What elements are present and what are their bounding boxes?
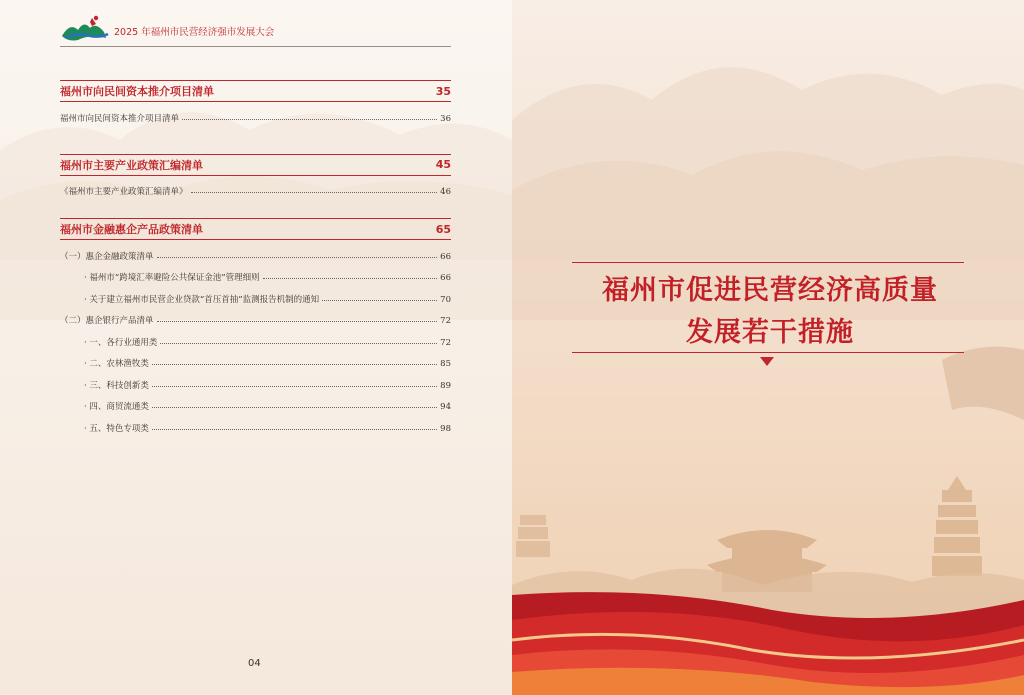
- leader-dots: [152, 429, 437, 430]
- toc-entry-label: （一）惠企金融政策清单: [60, 251, 154, 262]
- toc-entry-label: （二）惠企银行产品清单: [60, 316, 154, 326]
- toc-section: [60, 80, 451, 124]
- toc-entry[interactable]: [60, 262, 451, 284]
- toc-section-heading[interactable]: [60, 218, 451, 240]
- toc-entry-label: · 三、科技创新类: [84, 380, 149, 391]
- leader-dots: [152, 364, 437, 365]
- toc-section: [60, 154, 451, 198]
- toc-entry-page: 72: [440, 337, 451, 348]
- toc-entry-page: 98: [440, 423, 451, 434]
- toc-entry[interactable]: [60, 176, 451, 198]
- toc-entry-label: · 关于建立福州市民营企业贷款“首压首抽”监测报告机制的通知: [84, 294, 320, 305]
- toc-section-title: 福州市主要产业政策汇编清单: [60, 158, 203, 172]
- toc-entry-page: 72: [440, 316, 451, 326]
- toc-entry[interactable]: [60, 326, 451, 348]
- toc-entry-label: 福州市向民间资本推介项目清单: [60, 113, 180, 124]
- leader-dots: [263, 278, 438, 279]
- toc-entry-label: · 福州市“跨境汇率避险公共保证金池”管理细则: [84, 273, 260, 283]
- toc-entry-label: 《福州市主要产业政策汇编清单》: [60, 187, 188, 197]
- leader-dots: [152, 407, 437, 408]
- toc-entry[interactable]: [60, 391, 451, 413]
- toc-section: [60, 218, 451, 434]
- right-page-title-line2: 发展若干措施: [686, 317, 854, 348]
- toc-section-page: 45: [435, 158, 451, 171]
- leader-dots: [182, 119, 437, 120]
- toc-entry-label: · 二、农林渔牧类: [84, 359, 149, 369]
- toc-entry[interactable]: [60, 369, 451, 391]
- leader-dots: [322, 300, 437, 301]
- toc-entry-label: · 四、商贸流通类: [84, 402, 149, 412]
- toc-entry-page: 46: [440, 187, 451, 197]
- toc-entry[interactable]: [60, 305, 451, 327]
- header-divider: [60, 46, 451, 47]
- right-page-title-line1: 福州市促进民营经济高质量: [602, 275, 938, 306]
- toc-entry-page: 36: [440, 113, 451, 124]
- leader-dots: [157, 257, 438, 258]
- toc-entry[interactable]: [60, 102, 451, 124]
- toc-section-heading[interactable]: [60, 154, 451, 176]
- toc-entry-page: 94: [440, 402, 451, 412]
- toc-entry-page: 70: [440, 294, 451, 305]
- toc-section-title: 福州市金融惠企产品政策清单: [60, 223, 203, 236]
- toc-entry[interactable]: [60, 348, 451, 370]
- toc-section-page: 35: [435, 84, 451, 98]
- leader-dots: [191, 192, 438, 193]
- leader-dots: [157, 321, 438, 322]
- toc-section-heading[interactable]: [60, 80, 451, 102]
- toc-entry[interactable]: [60, 412, 451, 434]
- toc-entry-label: · 五、特色专项类: [84, 423, 149, 434]
- toc-section-title: 福州市向民间资本推介项目清单: [60, 85, 214, 98]
- toc-entry-label: · 一、各行业通用类: [84, 337, 158, 348]
- logo-icon: [60, 14, 110, 42]
- toc-section-page: 65: [435, 222, 451, 236]
- toc-entry-page: 66: [440, 273, 451, 283]
- title-bottom-rule: [572, 352, 964, 353]
- header-title: 2025 年福州市民营经济强市发展大会: [114, 27, 275, 38]
- leader-dots: [160, 343, 437, 344]
- title-top-rule: [572, 262, 964, 263]
- toc-entry[interactable]: [60, 283, 451, 305]
- down-arrow-icon: [760, 357, 774, 366]
- table-of-contents: [60, 80, 451, 434]
- toc-entry[interactable]: [60, 240, 451, 262]
- toc-entry-page: 85: [440, 359, 451, 369]
- leader-dots: [152, 386, 437, 387]
- toc-entry-page: 89: [440, 380, 451, 391]
- toc-entry-page: 66: [440, 251, 451, 262]
- page-number: 04: [248, 658, 261, 669]
